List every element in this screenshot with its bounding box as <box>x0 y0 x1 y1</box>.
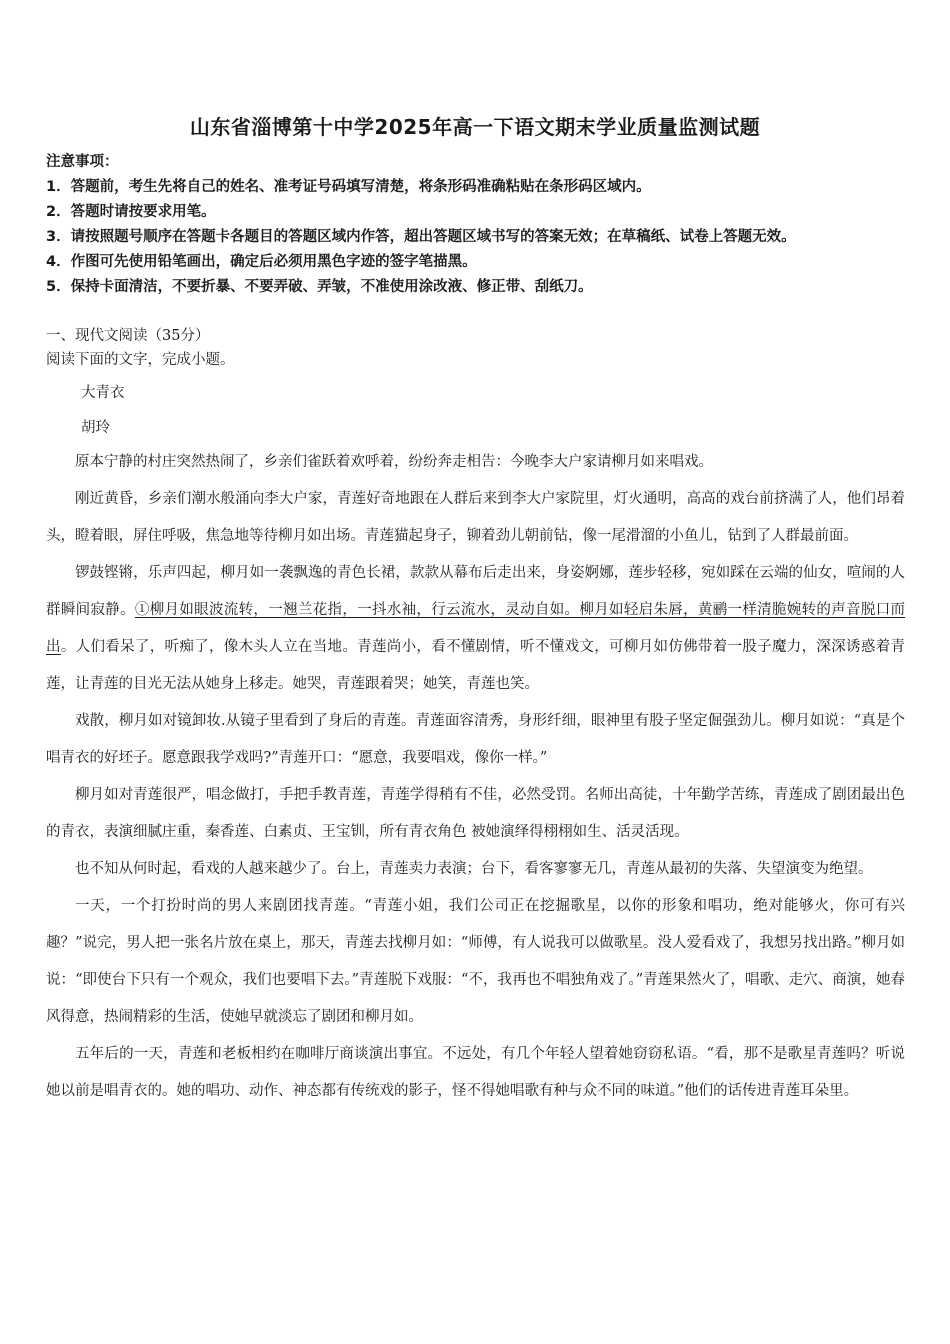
notice-item: 4．作图可先使用铅笔画出，确定后必须用黑色字迹的签字笔描黑。 <box>46 254 477 270</box>
passage-paragraph: 五年后的一天，青莲和老板相约在咖啡厅商谈演出事宜。不远处，有几个年轻人望着她窃窃私语。“看，那不是歌星青莲吗？听说她以前是唱青衣的。她的唱功、动作、神态都有传统戏的影子，怪不得她唱歌有种与众不同的味道。”他们的话传进青莲耳朵里。 <box>46 1046 905 1099</box>
passage-paragraph: 戏散，柳月如对镜卸妆.从镜子里看到了身后的青莲。青莲面容清秀，身形纤细，眼神里有股子坚定倔强劲儿。柳月如说：“真是个唱青衣的好坯子。愿意跟我学戏吗?”青莲开口：“愿意，我要唱戏，像你一样。” <box>46 713 905 766</box>
passage-author: 胡玲 <box>81 420 110 436</box>
passage-title: 大青衣 <box>81 385 125 401</box>
notice-heading: 注意事项： <box>46 154 119 170</box>
exam-title: 山东省淄博第十中学2025年高一下语文期末学业质量监测试题 <box>189 115 761 139</box>
passage-paragraph: 一天，一个打扮时尚的男人来剧团找青莲。“青莲小姐，我们公司正在挖掘歌星，以你的形象和唱功，绝对能够火，你可有兴趣？”说完，男人把一张名片放在桌上，那天，青莲去找柳月如：“师傅，有人说我可以做歌星。没人爱看戏了，我想另找出路。”柳月如说：“即使台下只有一个观众，我们也要唱下去。”青莲脱下戏服：“不，我再也不唱独角戏了。”青莲果然火了，唱歌、走穴、商演，她春风得意，热闹精彩的生活，使她早就淡忘了剧团和柳月如。 <box>46 898 905 1025</box>
passage-paragraph: 原本宁静的村庄突然热闹了，乡亲们雀跃着欢呼着，纷纷奔走相告：今晚李大户家请柳月如来唱戏。 <box>75 454 713 470</box>
passage-paragraph: 柳月如对青莲很严，唱念做打，手把手教青莲，青莲学得稍有不佳，必然受罚。名师出高徒，十年勤学苦练，青莲成了剧团最出色的青衣，表演细腻庄重，秦香莲、白素贞、王宝钏，所有青衣角色 被她演绎得栩栩如生、活灵活现。 <box>46 787 905 840</box>
paragraph-text: 。人们看呆了，听痴了，像木头人立在当地。青莲尚小，看不懂剧情，听不懂戏文，可柳月如仿佛带着一股子魔力，深深诱惑着青莲，让青莲的目光无法从她身上移走。她哭，青莲跟着哭；她笑，青莲也笑。 <box>46 639 906 692</box>
paragraph-text: 锣鼓铿锵，乐声四起，柳月如一袭飘逸的青色长裙，款款从幕布后走出来，身姿婀娜，莲步轻移，宛如踩在云端的仙女，喧闹的人群瞬间寂静。 <box>46 565 905 618</box>
notice-block <box>46 150 916 300</box>
section-heading: 一、现代文阅读（35分） <box>46 328 210 344</box>
notice-item: 5．保持卡面清洁，不要折暴、不要弄破、弄皱，不准使用涂改液、修正带、刮纸刀。 <box>46 279 593 295</box>
notice-item: 2．答题时请按要求用笔。 <box>46 204 216 220</box>
passage-body <box>46 444 905 1110</box>
passage-paragraph: 也不知从何时起，看戏的人越来越少了。台上，青莲卖力表演；台下，看客寥寥无几，青莲从最初的失落、失望演变为绝望。 <box>75 861 873 877</box>
passage-paragraph: 刚近黄昏，乡亲们潮水般涌向李大户家，青莲好奇地跟在人群后来到李大户家院里，灯火通明，高高的戏台前挤满了人，他们昂着头，瞪着眼，屏住呼吸，焦急地等待柳月如出场。青莲猫起身子，铆着劲儿朝前钻，像一尾滑溜的小鱼儿，钻到了人群最前面。 <box>46 491 905 544</box>
notice-item: 1．答题前，考生先将自己的姓名、准考证号码填写清楚，将条形码准确粘贴在条形码区域内。 <box>46 179 651 195</box>
underlined-sentence: ①柳月如眼波流转，一翘兰花指，一抖水袖，行云流水，灵动自如。柳月如轻启朱唇，黄鹂一样清脆婉转的声音脱口而出 <box>46 602 906 655</box>
section-instruction: 阅读下面的文字，完成小题。 <box>46 352 235 368</box>
notice-item: 3．请按照题号顺序在答题卡各题目的答题区域内作答，超出答题区域书写的答案无效；在草稿纸、试卷上答题无效。 <box>46 229 796 245</box>
passage-paragraph <box>46 555 905 703</box>
